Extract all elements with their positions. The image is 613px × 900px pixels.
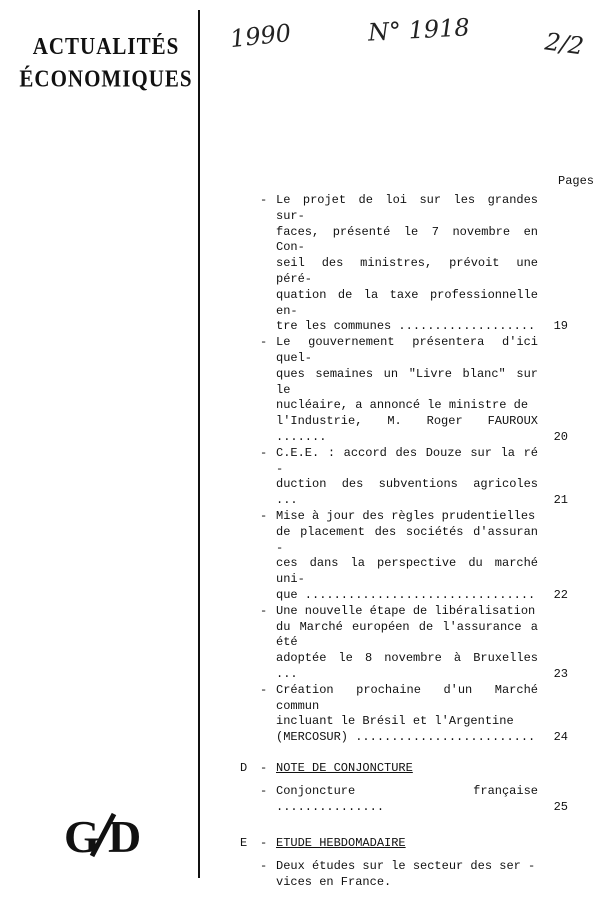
- entry-page: 22: [553, 587, 568, 602]
- section-e-heading: E - ETUDE HEBDOMADAIRE: [240, 836, 406, 851]
- entry-text: Une nouvelle étape de libéralisation du Marché européen de l'assurance a été adoptée le 8 novembre à Bruxelles ...: [276, 603, 538, 681]
- entry-page: 19: [553, 319, 568, 334]
- svg-text:D: D: [108, 811, 140, 860]
- svg-text:G: G: [64, 811, 98, 860]
- section-letter: E: [240, 836, 248, 851]
- entry-text: Mise à jour des règles prudentielles de placement des sociétés d'assuran - ces dans la perspective du marché uni- que ................................: [276, 508, 538, 602]
- entry-text: Le gouvernement présentera d'ici quel- ques semaines un "Livre blanc" sur le nucléaire, a annoncé le ministre de l'Industrie, M. Roger FAUROUX .......: [276, 335, 538, 444]
- table-of-contents: [240, 193, 600, 891]
- entry-text: Création prochaine d'un Marché commun incluant le Brésil et l'Argentine (MERCOSUR) .........................: [276, 682, 538, 745]
- handwritten-issue-number: N° 1918: [367, 13, 471, 47]
- toc-entry: - Le gouvernement présentera d'ici quel- ques semaines un "Livre blanc" sur le nucléaire, a annoncé le ministre de l'Industrie, M. Roger FAUROUX ....... 20: [260, 335, 568, 444]
- pages-header: Pages: [558, 174, 595, 188]
- masthead: [14, 30, 198, 94]
- gd-logo-icon: [62, 808, 152, 860]
- toc-entry: - Une nouvelle étape de libéralisation du Marché européen de l'assurance a été adoptée le 8 novembre à Bruxelles ... 23: [260, 603, 568, 681]
- vertical-rule: [198, 10, 200, 878]
- section-title: ETUDE HEBDOMADAIRE: [276, 836, 406, 851]
- entry-text: Le projet de loi sur les grandes sur- faces, présenté le 7 novembre en Con- seil des ministres, prévoit une péré- quation de la taxe professionnelle en- tre les communes ...................: [276, 193, 538, 334]
- entry-page: 21: [553, 493, 568, 508]
- section-letter: D: [240, 760, 248, 775]
- toc-entry: - Le projet de loi sur les grandes sur- faces, présenté le 7 novembre en Con- seil des ministres, prévoit une péré- quation de la taxe professionnelle en- tre les communes ................... 19: [260, 193, 568, 334]
- entry-page: 20: [553, 429, 568, 444]
- handwritten-part: 2/2: [543, 27, 586, 61]
- entry-page: 25: [553, 799, 568, 814]
- toc-entry: - C.E.E. : accord des Douze sur la ré - duction des subventions agricoles ... 21: [260, 445, 568, 508]
- section-title: NOTE DE CONJONCTURE: [276, 760, 413, 775]
- section-e-item: - Deux études sur le secteur des ser - vices en France.: [240, 859, 600, 891]
- masthead-line-1: ACTUALITÉS: [32, 32, 180, 60]
- gd-logo: [62, 808, 152, 870]
- entry-page: 24: [553, 730, 568, 745]
- section-d-heading: D - NOTE DE CONJONCTURE: [240, 760, 413, 775]
- section-d-item: - Conjoncture française ............... 25: [260, 783, 568, 814]
- entry-page: 23: [553, 666, 568, 681]
- toc-entry: - Création prochaine d'un Marché commun incluant le Brésil et l'Argentine (MERCOSUR) ......................... 24: [260, 682, 568, 745]
- masthead-line-2: ÉCONOMIQUES: [19, 64, 193, 93]
- entry-text: Deux études sur le secteur des ser - vices en France.: [276, 859, 536, 890]
- entry-text: Conjoncture française ...............: [276, 783, 538, 814]
- entry-text: C.E.E. : accord des Douze sur la ré - duction des subventions agricoles ...: [276, 445, 538, 508]
- handwritten-year: 1990: [228, 18, 293, 54]
- toc-entry: - Mise à jour des règles prudentielles de placement des sociétés d'assuran - ces dans la perspective du marché uni- que ................................ 22: [260, 508, 568, 602]
